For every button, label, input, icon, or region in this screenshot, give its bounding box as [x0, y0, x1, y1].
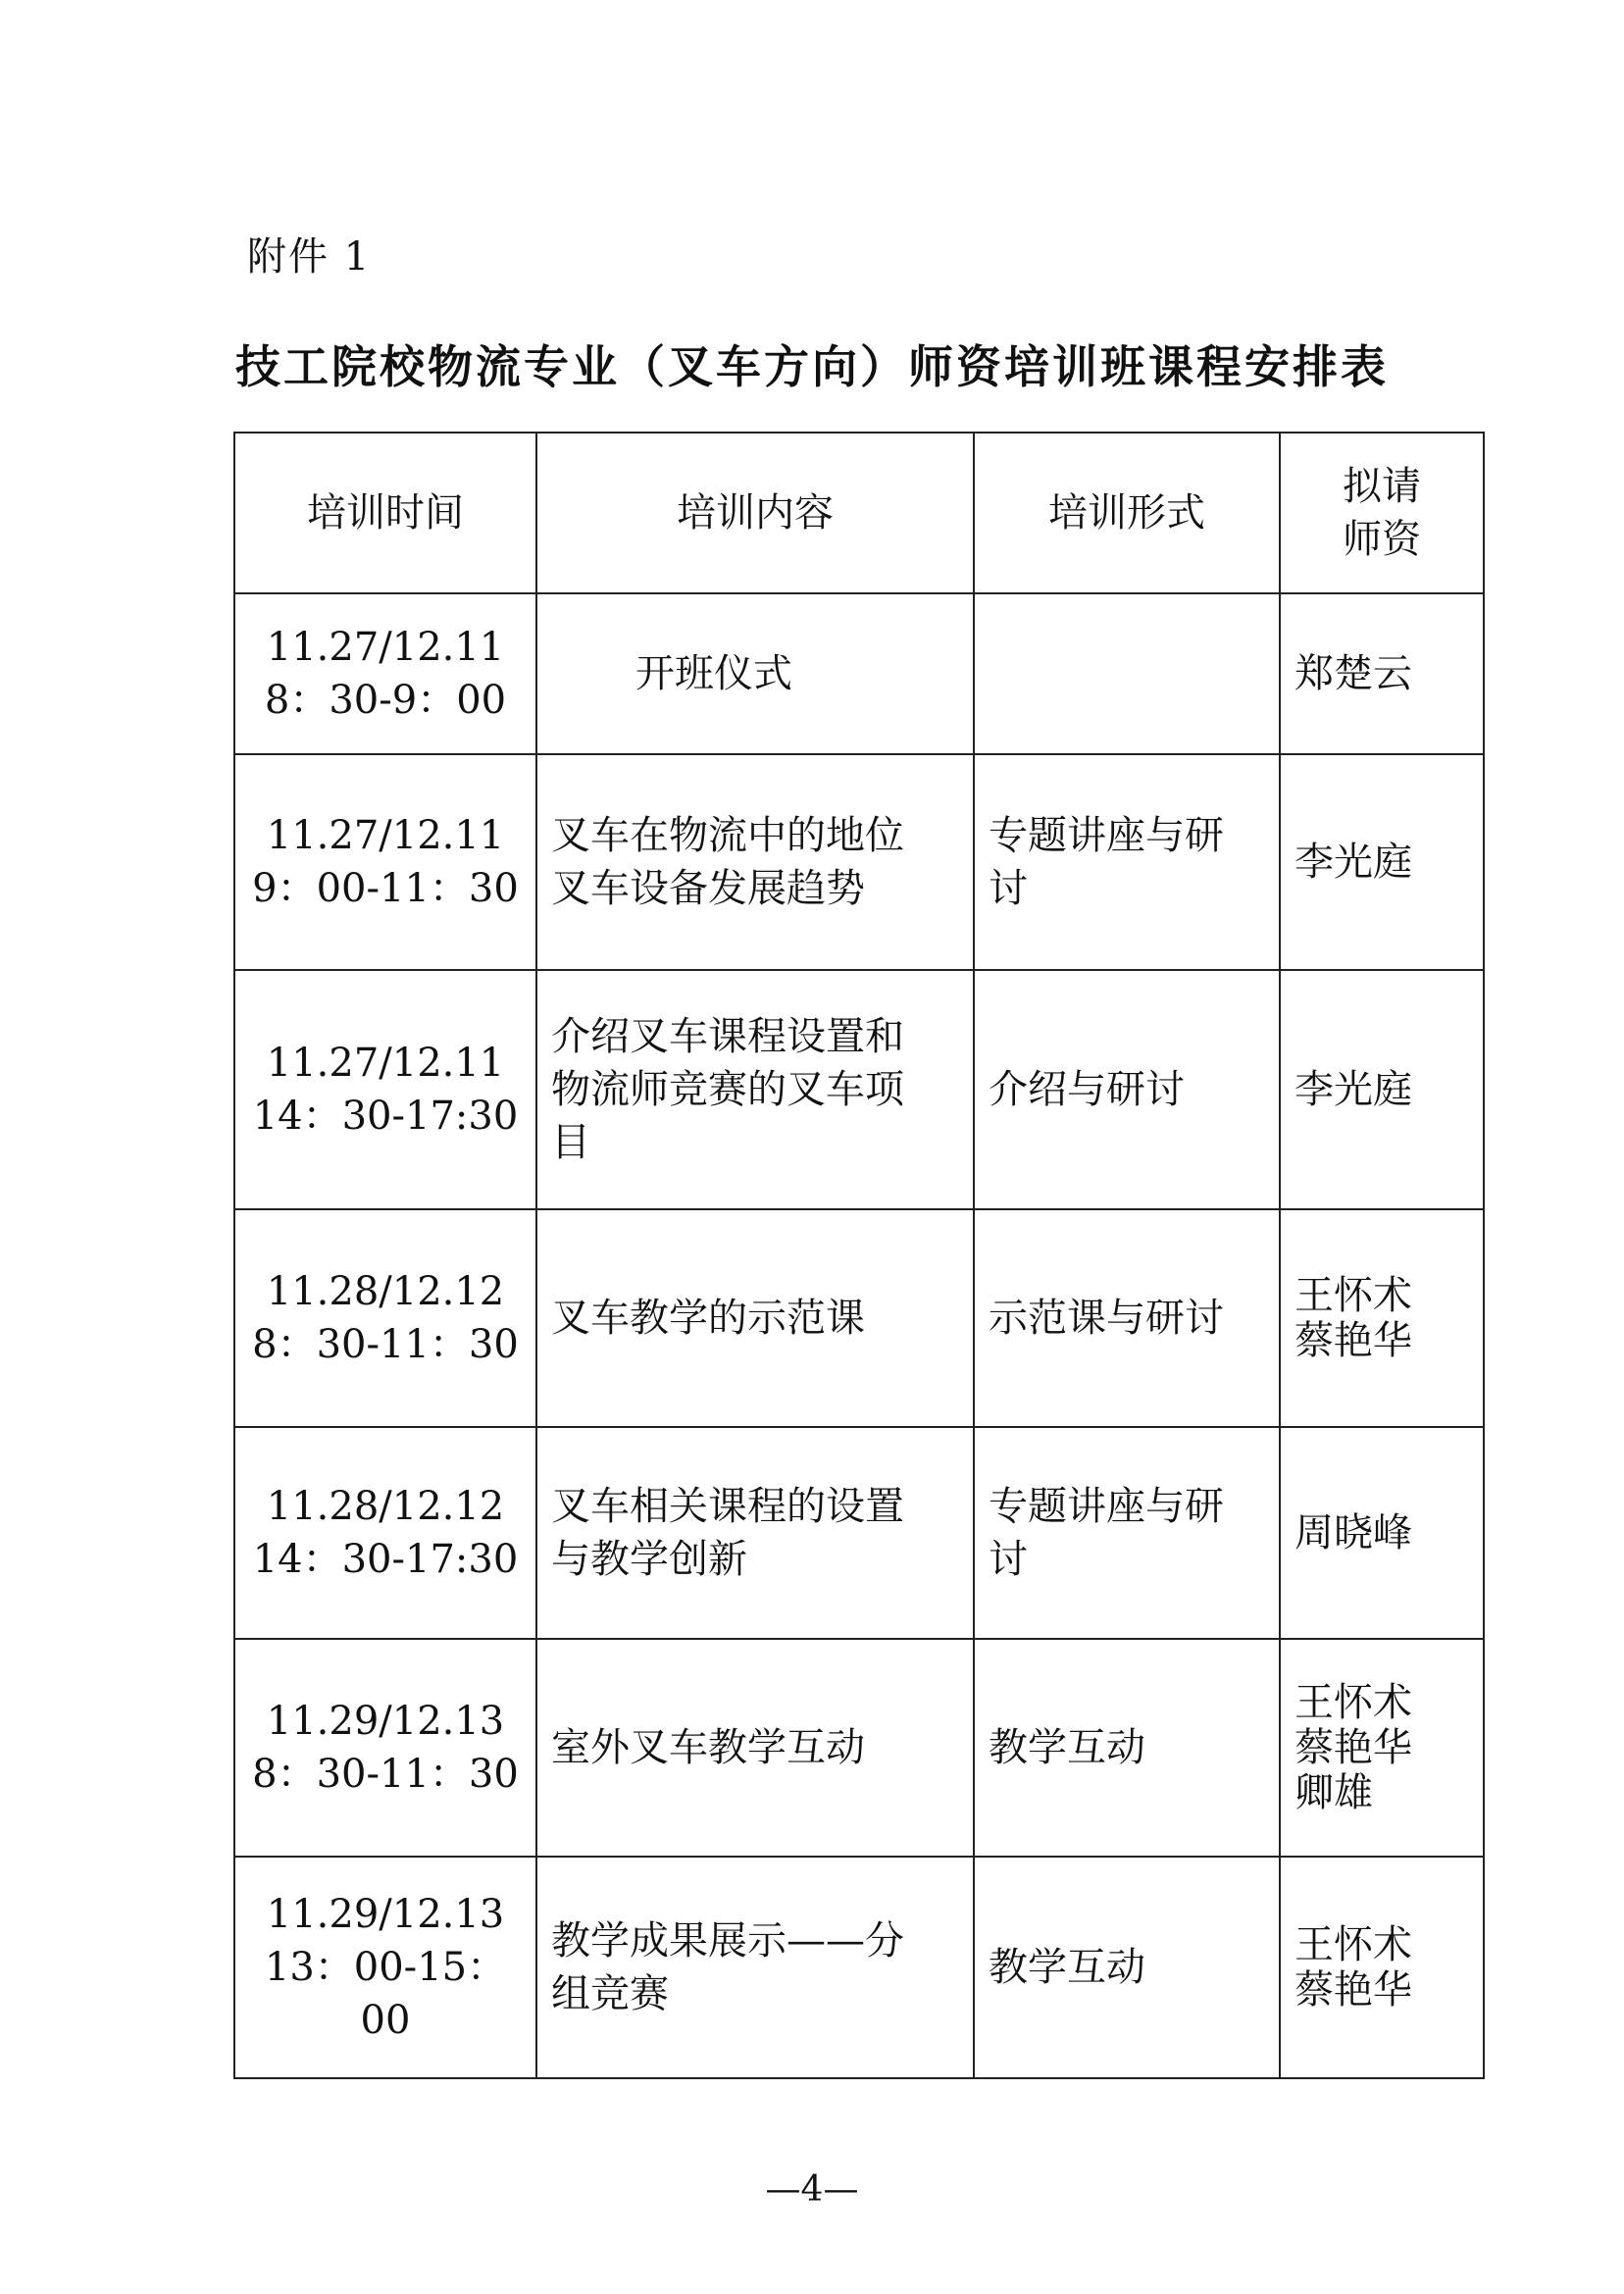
table-row: [234, 970, 1484, 1209]
content-cell-line: 物流师竞赛的叉车项: [551, 1067, 904, 1112]
form-cell-line: 教学互动: [989, 1725, 1145, 1770]
content-cell-line: 叉车教学的示范课: [551, 1296, 865, 1341]
table-row: [234, 593, 1484, 754]
teacher-cell: [1280, 593, 1484, 754]
time-cell-line: 8：30-11：30: [252, 1322, 519, 1367]
time-cell: [234, 754, 536, 970]
content-cell: [536, 1209, 974, 1427]
time-cell-line: 9：00-11：30: [252, 866, 519, 911]
time-cell-line: 11.29/12.13: [266, 1892, 505, 1937]
form-cell-line: 教学互动: [989, 1945, 1145, 1990]
form-cell-line: 专题讲座与研: [989, 813, 1224, 858]
content-cell-line: 介绍叉车课程设置和: [551, 1014, 904, 1059]
content-cell: [536, 1427, 974, 1639]
page-number: —4—: [765, 2169, 859, 2210]
teacher-cell-line: 王怀术: [1294, 1922, 1412, 1967]
teacher-cell-line: 蔡艳华: [1294, 1967, 1412, 2013]
content-cell-line: 叉车在物流中的地位: [551, 813, 904, 858]
table-row: [234, 1639, 1484, 1857]
teacher-cell: [1280, 1639, 1484, 1857]
time-cell: [234, 1639, 536, 1857]
time-cell: [234, 593, 536, 754]
content-cell-line: 开班仪式: [635, 651, 792, 696]
attachment-label: 附件 1: [247, 234, 372, 280]
content-cell: [536, 1857, 974, 2078]
form-cell: [974, 754, 1280, 970]
table-row: [234, 754, 1484, 970]
teacher-cell: [1280, 1427, 1484, 1639]
form-cell: [974, 1639, 1280, 1857]
time-cell: [234, 1209, 536, 1427]
header-content: 培训内容: [536, 433, 974, 593]
form-cell: [974, 1209, 1280, 1427]
content-cell: [536, 970, 974, 1209]
header-teacher-line1: 拟请: [1343, 464, 1421, 509]
table-row: [234, 1857, 1484, 2078]
form-cell: [974, 1427, 1280, 1639]
content-cell-line: 室外叉车教学互动: [551, 1725, 865, 1770]
table-row: [234, 1427, 1484, 1639]
time-cell: [234, 970, 536, 1209]
form-cell-line: 讨: [989, 866, 1028, 911]
teacher-cell-line: 卿雄: [1294, 1770, 1373, 1815]
content-cell-line: 与教学创新: [551, 1537, 747, 1582]
form-cell: [974, 1857, 1280, 2078]
teacher-cell: [1280, 1209, 1484, 1427]
time-cell: [234, 1427, 536, 1639]
content-cell: [536, 593, 974, 754]
teacher-cell-line: 蔡艳华: [1294, 1318, 1412, 1363]
form-cell-line: 介绍与研讨: [989, 1067, 1185, 1112]
time-cell-line: 11.28/12.12: [266, 1269, 505, 1314]
table-row: [234, 1209, 1484, 1427]
time-cell: [234, 1857, 536, 2078]
form-cell: [974, 593, 1280, 754]
time-cell-line: 11.27/12.11: [266, 1041, 505, 1086]
time-cell-line: 11.28/12.12: [266, 1484, 505, 1529]
time-cell-line: 8：30-9：00: [264, 678, 507, 723]
schedule-body: [234, 593, 1484, 2078]
time-cell-line: 8：30-11：30: [252, 1752, 519, 1797]
time-cell-line: 14：30-17:30: [252, 1094, 519, 1139]
content-cell-line: 教学成果展示——分: [551, 1918, 904, 1963]
form-cell: [974, 970, 1280, 1209]
teacher-cell-line: 李光庭: [1294, 840, 1412, 885]
content-cell-line: 目: [551, 1120, 590, 1165]
content-cell-line: 叉车相关课程的设置: [551, 1484, 904, 1529]
header-teacher: [1280, 433, 1484, 593]
time-cell-line: 11.29/12.13: [266, 1699, 505, 1744]
teacher-cell: [1280, 1857, 1484, 2078]
teacher-cell-line: 王怀术: [1294, 1680, 1412, 1725]
time-cell-line: 11.27/12.11: [266, 625, 505, 670]
form-cell-line: 讨: [989, 1537, 1028, 1582]
teacher-cell-line: 蔡艳华: [1294, 1725, 1412, 1770]
header-teacher-line2: 师资: [1343, 517, 1421, 562]
time-cell-line: 14：30-17:30: [252, 1537, 519, 1582]
teacher-cell: [1280, 970, 1484, 1209]
header-row: [234, 433, 1484, 593]
teacher-cell-line: 王怀术: [1294, 1273, 1412, 1318]
teacher-cell-line: 郑楚云: [1294, 651, 1412, 696]
teacher-cell-line: 周晓峰: [1294, 1510, 1412, 1555]
content-cell-line: 组竞赛: [551, 1971, 669, 2016]
time-cell-line: 13：00-15：00: [264, 1945, 507, 2043]
header-form: 培训形式: [974, 433, 1280, 593]
schedule-table: [233, 432, 1485, 2079]
header-time: 培训时间: [234, 433, 536, 593]
content-cell: [536, 754, 974, 970]
time-cell-line: 11.27/12.11: [266, 813, 505, 858]
content-cell-line: 叉车设备发展趋势: [551, 866, 865, 911]
document-title: 技工院校物流专业（叉车方向）师资培训班课程安排表: [235, 340, 1389, 393]
content-cell: [536, 1639, 974, 1857]
teacher-cell-line: 李光庭: [1294, 1067, 1412, 1112]
form-cell-line: 专题讲座与研: [989, 1484, 1224, 1529]
form-cell-line: 示范课与研讨: [989, 1296, 1224, 1341]
teacher-cell: [1280, 754, 1484, 970]
